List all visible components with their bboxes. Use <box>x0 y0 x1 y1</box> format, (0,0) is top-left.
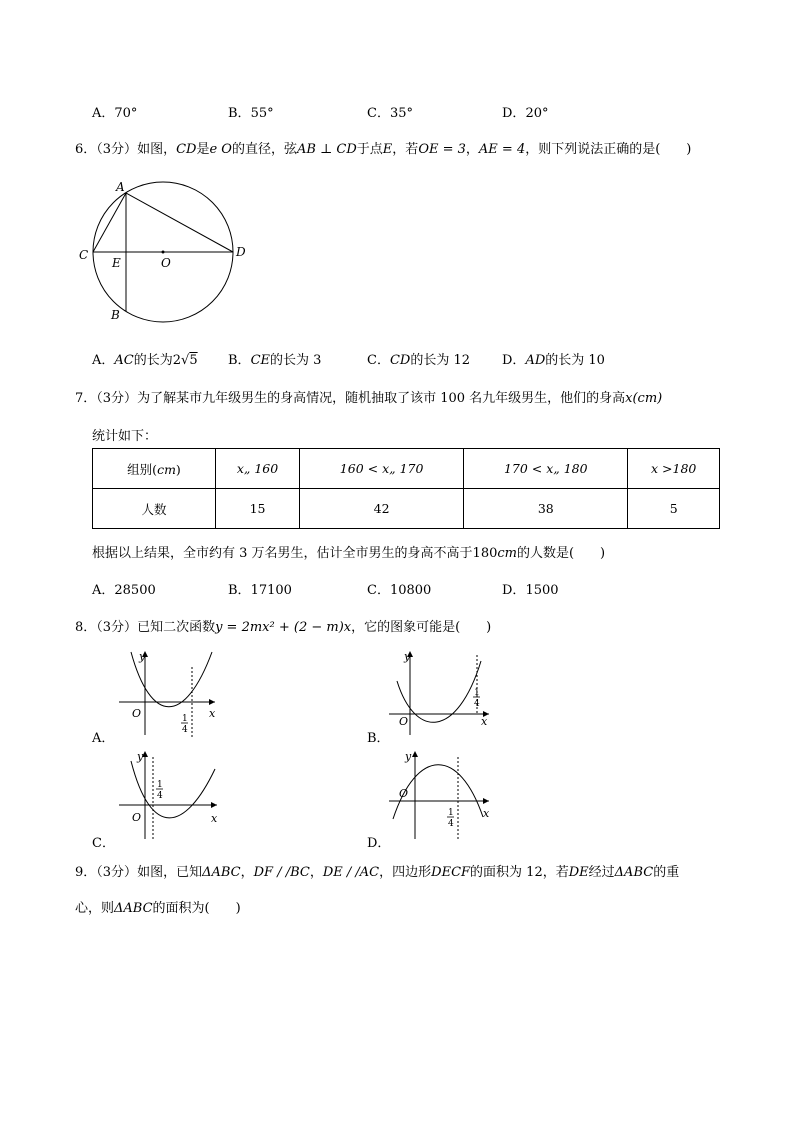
table-count-4: 5 <box>628 489 720 529</box>
q6-stem: 6．（3分）如图，CD是e O的直径，弦AB ⊥ CD于点E，若OE = 3，AE = 4，则下列说法正确的是( ) <box>75 142 692 157</box>
svg-text:O: O <box>399 787 409 800</box>
svg-text:O: O <box>399 715 409 728</box>
svg-text:O: O <box>132 811 142 824</box>
q7-option-a: A．28500 <box>92 583 156 598</box>
svg-text:4: 4 <box>157 791 163 801</box>
q5-option-c: C．35° <box>367 106 413 121</box>
svg-text:4: 4 <box>474 699 480 709</box>
table-row <box>93 489 720 529</box>
table-header-label: 组别(cm) <box>93 449 216 489</box>
svg-text:y: y <box>405 750 412 763</box>
table-count-3: 38 <box>464 489 628 529</box>
svg-text:1: 1 <box>157 780 163 790</box>
q7-after-text: 根据以上结果，全市约有 3 万名男生，估计全市男生的身高不高于180cm的人数是( ) <box>92 546 606 561</box>
q5-option-a: A．70° <box>92 106 138 121</box>
q6-option-c: C．CD的长为 12 <box>367 353 471 368</box>
q6-label-o: O <box>161 256 171 270</box>
q7-option-d: D．1500 <box>502 583 559 598</box>
q8-option-c-label: C． <box>92 836 115 851</box>
svg-text:O: O <box>132 707 142 720</box>
q7-stem: 7．（3分）为了解某市九年级男生的身高情况，随机抽取了该市 100 名九年级男生，他们的身高x(cm) <box>75 391 663 406</box>
q8-option-b-label: B． <box>367 731 390 746</box>
table-group-4: x >180 <box>628 449 720 489</box>
table-group-1: x„ 160 <box>216 449 300 489</box>
q6-option-d: D．AD的长为 10 <box>502 353 605 368</box>
q6-option-b: B．CE的长为 3 <box>228 353 322 368</box>
q7-height-table <box>92 448 720 529</box>
q5-option-d: D．20° <box>502 106 549 121</box>
q8-graph-d <box>385 747 495 842</box>
svg-text:y: y <box>137 750 144 763</box>
svg-text:x: x <box>211 812 218 825</box>
table-row <box>93 449 720 489</box>
q8-option-a-label: A． <box>92 731 115 746</box>
q6-label-e: E <box>112 256 121 270</box>
q8-graph-c <box>115 747 225 842</box>
q7-option-c: C．10800 <box>367 583 432 598</box>
svg-text:1: 1 <box>182 714 188 724</box>
svg-text:4: 4 <box>448 819 454 829</box>
table-group-2: 160 < x„ 170 <box>300 449 464 489</box>
q8-graph-a <box>115 647 225 737</box>
q5-option-b: B．55° <box>228 106 274 121</box>
svg-text:x: x <box>209 707 216 720</box>
svg-text:y: y <box>404 650 411 663</box>
table-row-label: 人数 <box>93 489 216 529</box>
q6-option-a: A．AC的长为2√5 <box>92 353 198 368</box>
svg-text:4: 4 <box>182 725 188 735</box>
q8-option-d-label: D． <box>367 836 391 851</box>
svg-text:y: y <box>139 650 146 663</box>
q9-stem: 9．（3分）如图，已知ΔABC，DF / /BC，DE / /AC，四边形DECF的面积为 12，若DE经过ΔABC的重 <box>75 865 680 880</box>
q6-label-c: C <box>79 248 89 262</box>
q6-label-a: A <box>116 180 125 194</box>
svg-text:x: x <box>483 807 490 820</box>
q9-stem-2: 心，则ΔABC的面积为( ) <box>75 901 241 916</box>
table-count-1: 15 <box>216 489 300 529</box>
q6-label-b: B <box>111 308 120 322</box>
q6-circle-figure <box>76 178 256 328</box>
svg-text:1: 1 <box>448 808 454 818</box>
svg-text:x: x <box>481 715 488 728</box>
q8-graph-b <box>385 647 495 737</box>
q7-stem-2: 统计如下： <box>92 429 158 444</box>
q6-label-d: D <box>236 245 246 259</box>
q7-option-b: B．17100 <box>228 583 292 598</box>
table-group-3: 170 < x„ 180 <box>464 449 628 489</box>
q8-stem: 8．（3分）已知二次函数y = 2mx² + (2 − m)x，它的图象可能是( ) <box>75 620 492 635</box>
svg-text:1: 1 <box>474 688 480 698</box>
table-count-2: 42 <box>300 489 464 529</box>
